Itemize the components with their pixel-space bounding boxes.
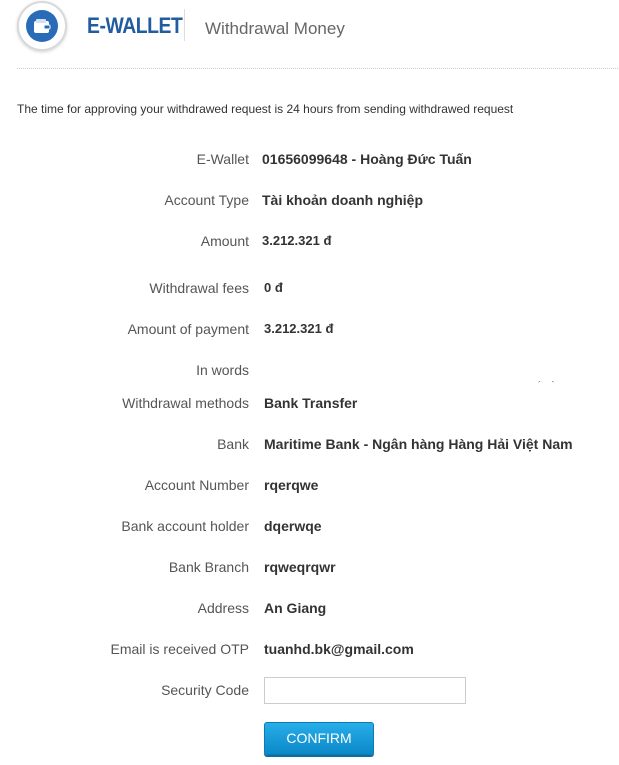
wallet-icon xyxy=(26,10,58,42)
withdrawal-fees-row xyxy=(0,279,619,297)
security-code-input[interactable] xyxy=(264,677,466,704)
header-separator xyxy=(17,68,618,69)
brand-title: E-WALLET xyxy=(87,13,183,38)
account-number-row xyxy=(0,476,619,494)
email-otp-row xyxy=(0,640,619,658)
email-otp-value: tuanhd.bk@gmail.com xyxy=(264,641,414,657)
amount-row xyxy=(0,232,619,250)
email-otp-label: Email is received OTP xyxy=(110,641,249,657)
account-type-value: Tài khoản doanh nghiệp xyxy=(262,192,423,208)
bank-row xyxy=(0,435,619,453)
bank-branch-value: rqweqrqwr xyxy=(264,559,336,575)
in-words-label: In words xyxy=(196,362,249,378)
approval-notice: The time for approving your withdrawed request is 24 hours from sending withdrawed request xyxy=(17,102,514,116)
ewallet-value: 01656099648 - Hoàng Đức Tuấn xyxy=(262,151,472,167)
wallet-logo xyxy=(17,1,67,51)
amount-value: 3.212.321 đ xyxy=(262,233,332,248)
account-number-value: rqerqwe xyxy=(264,477,319,493)
account-type-row xyxy=(0,191,619,209)
render-artifact: ´ ` xyxy=(538,380,559,390)
withdrawal-methods-value: Bank Transfer xyxy=(264,395,358,411)
bank-account-holder-row xyxy=(0,517,619,535)
amount-of-payment-value: 3.212.321 đ xyxy=(264,321,334,336)
address-value: An Giang xyxy=(264,600,327,616)
amount-label: Amount xyxy=(200,233,249,249)
address-label: Address xyxy=(197,600,249,616)
bank-account-holder-value: dqerwqe xyxy=(264,518,322,534)
in-words-row xyxy=(0,361,619,379)
account-number-label: Account Number xyxy=(144,477,249,493)
amount-of-payment-row xyxy=(0,320,619,338)
account-type-label: Account Type xyxy=(164,192,249,208)
bank-branch-row xyxy=(0,558,619,576)
ewallet-row xyxy=(0,150,619,168)
page-header xyxy=(0,0,619,56)
confirm-button[interactable]: CONFIRM xyxy=(264,722,374,755)
address-row xyxy=(0,599,619,617)
bank-label: Bank xyxy=(217,436,249,452)
bank-branch-label: Bank Branch xyxy=(168,559,249,575)
page-title: Withdrawal Money xyxy=(205,19,345,38)
ewallet-label: E-Wallet xyxy=(196,151,249,167)
withdrawal-fees-label: Withdrawal fees xyxy=(149,280,249,296)
withdrawal-methods-row xyxy=(0,394,619,412)
bank-value: Maritime Bank - Ngân hàng Hàng Hải Việt Nam xyxy=(264,436,573,452)
security-code-label: Security Code xyxy=(161,682,249,698)
withdrawal-fees-value: 0 đ xyxy=(264,280,283,295)
withdrawal-methods-label: Withdrawal methods xyxy=(122,395,249,411)
header-divider xyxy=(184,9,185,41)
bank-account-holder-label: Bank account holder xyxy=(121,518,249,534)
amount-of-payment-label: Amount of payment xyxy=(127,321,249,337)
